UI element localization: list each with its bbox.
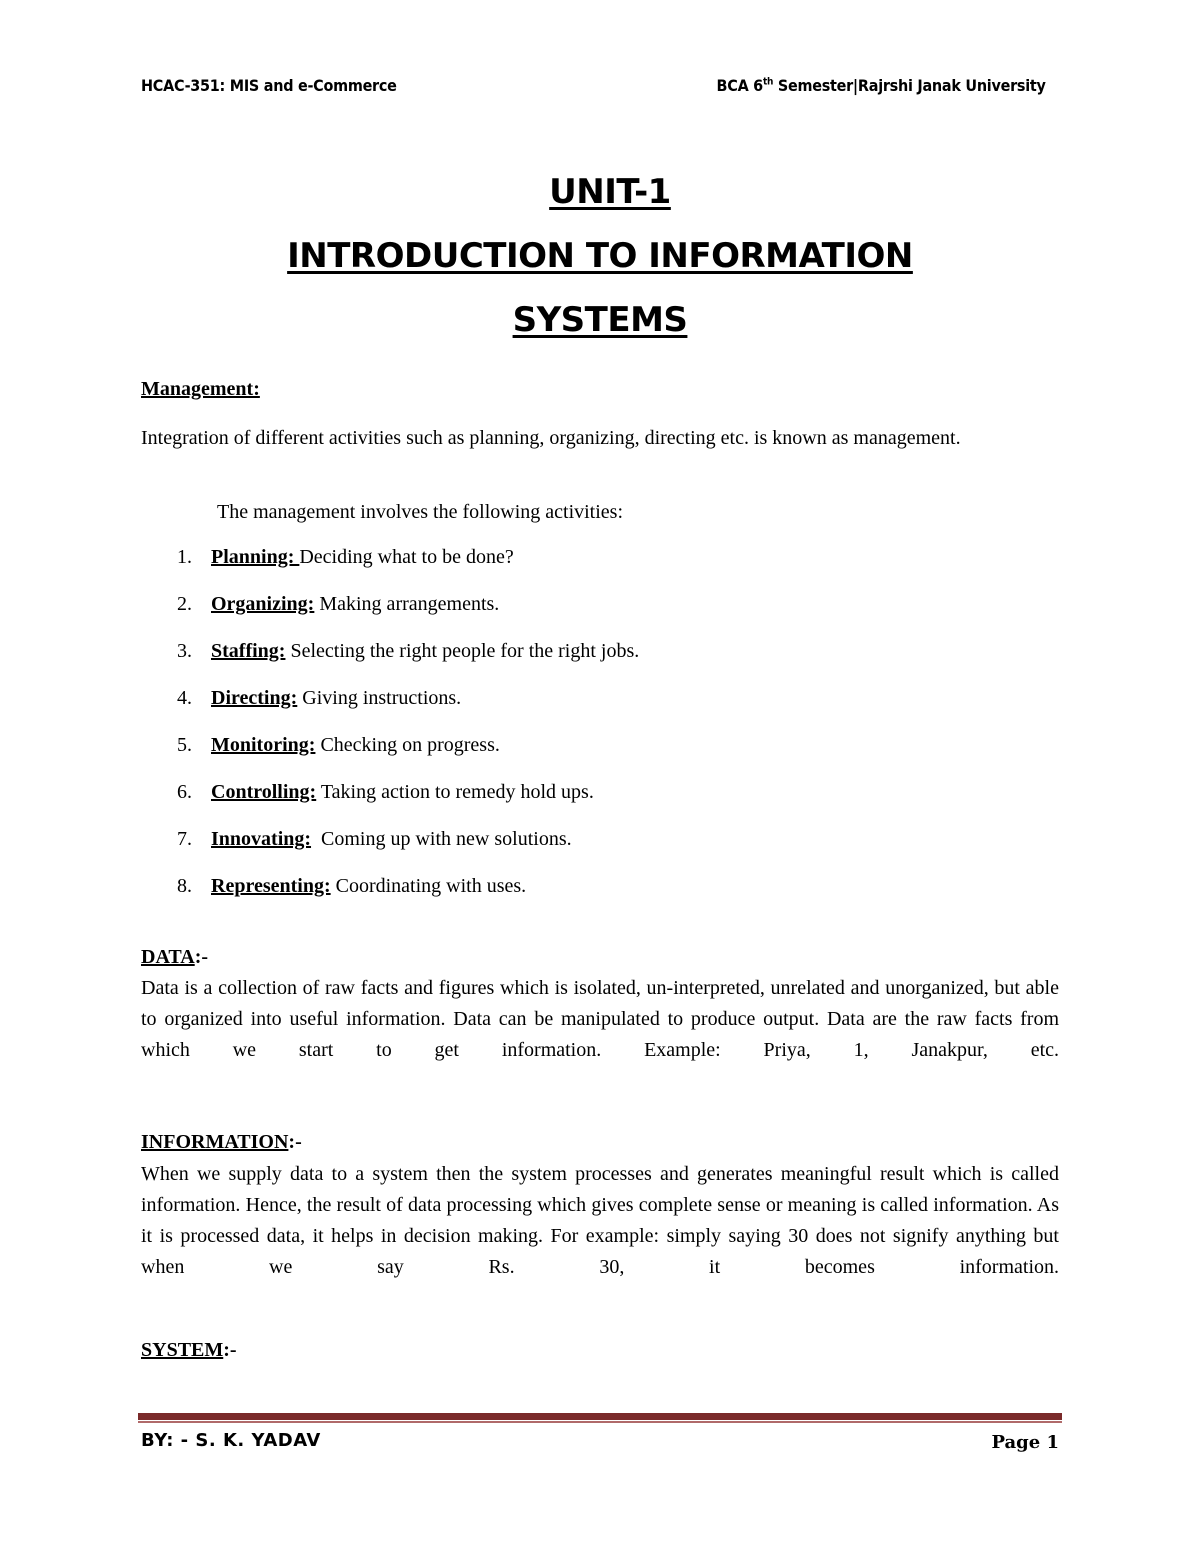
footer-rule <box>138 1413 1062 1420</box>
information-heading-label: INFORMATION <box>141 1131 289 1153</box>
activity-description: Taking action to remedy hold ups. <box>316 781 594 803</box>
activity-item <box>177 875 526 898</box>
activity-description: Coordinating with uses. <box>330 875 527 897</box>
data-heading-label: DATA <box>141 946 195 968</box>
data-heading-suffix: :- <box>194 946 209 968</box>
activity-term: Controlling: <box>211 781 317 803</box>
footer-author: BY: - S. K. YADAV <box>141 1430 321 1451</box>
information-body: When we supply data to a system then the system processes and generates meaningful result which is called information. Hence, the result of data processing which gives complete sense or meaning is called information. As it is processed data, it helps in decision making. For example: simply saying 30 does not signify anything but when we say Rs. 30, it becomes information. <box>141 1163 1059 1278</box>
activity-description: Selecting the right people for the right jobs. <box>285 640 640 662</box>
activity-number: 5. <box>177 734 192 756</box>
activity-item <box>177 781 594 804</box>
header-program-sup: th <box>763 76 774 88</box>
activity-term: Staffing: <box>211 640 286 662</box>
activity-number: 2. <box>177 593 192 615</box>
activity-number: 3. <box>177 640 192 662</box>
running-header-course: HCAC-351: MIS and e-Commerce <box>141 76 397 95</box>
page-number: Page 1 <box>991 1432 1059 1453</box>
activity-description: Coming up with new solutions. <box>311 828 572 850</box>
management-intro: The management involves the following activities: <box>217 501 624 523</box>
activity-term: Monitoring: <box>211 734 316 756</box>
activity-item <box>177 593 499 616</box>
footer-rule-thin <box>138 1421 1062 1423</box>
activity-item <box>177 640 639 663</box>
system-heading-label: SYSTEM <box>141 1339 224 1361</box>
activity-number: 4. <box>177 687 192 709</box>
unit-title <box>0 160 1200 352</box>
unit-title-line-1: INTRODUCTION TO INFORMATION <box>287 236 913 276</box>
activity-term: Representing: <box>211 875 331 897</box>
management-definition: Integration of different activities such as planning, organizing, directing etc. is known as management. <box>141 427 961 449</box>
management-heading: Management: <box>141 378 260 400</box>
system-heading-suffix: :- <box>223 1339 237 1361</box>
header-program-suffix: Semester|Rajrshi Janak University <box>773 76 1046 95</box>
unit-number: UNIT-1 <box>549 172 671 212</box>
information-heading <box>141 1131 1059 1154</box>
activity-term: Innovating: <box>211 828 312 850</box>
activity-number: 6. <box>177 781 192 803</box>
activity-item <box>177 546 514 569</box>
activity-item <box>177 734 500 757</box>
activity-description: Giving instructions. <box>297 687 462 709</box>
activity-term: Organizing: <box>211 593 315 615</box>
unit-title-line-2: SYSTEMS <box>512 300 688 340</box>
activity-item <box>177 687 461 710</box>
data-heading <box>141 946 1059 969</box>
activity-number: 8. <box>177 875 192 897</box>
activity-description: Making arrangements. <box>314 593 500 615</box>
activity-item <box>177 828 572 851</box>
information-heading-suffix: :- <box>288 1131 302 1153</box>
activity-description: Checking on progress. <box>315 734 500 756</box>
activity-term: Directing: <box>211 687 298 709</box>
activity-number: 1. <box>177 546 192 568</box>
activity-description: Deciding what to be done? <box>299 546 514 568</box>
header-program-prefix: BCA 6 <box>716 76 764 95</box>
system-heading <box>141 1339 1059 1362</box>
activity-number: 7. <box>177 828 192 850</box>
running-header-program <box>717 76 1046 95</box>
activity-term: Planning: <box>211 546 300 568</box>
data-body: Data is a collection of raw facts and figures which is isolated, un-interpreted, unrelated and unorganized, but able to organized into useful information. Data can be manipulated to produce output. Data are the raw facts from which we start to get information. Example: Priya, 1, Janakpur, etc. <box>141 977 1059 1061</box>
